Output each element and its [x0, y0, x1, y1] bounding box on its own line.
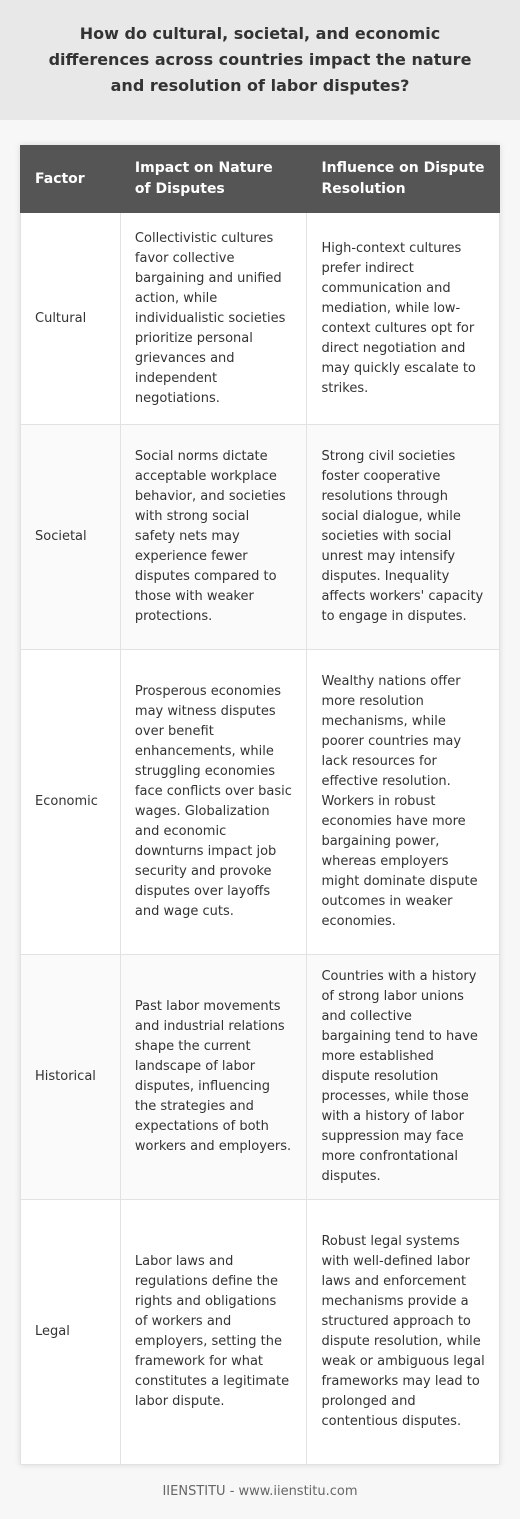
page-title: How do cultural, societal, and economic differences across countries impact the nature and resolution of labor disputes? [48, 24, 472, 95]
resolution-cell: High-context cultures prefer indirect communication and mediation, while low-context cultures opt for direct negotiation and may quickly escalate to strikes. [307, 213, 500, 425]
table-row [21, 650, 500, 955]
factor-cell: Legal [21, 1200, 121, 1465]
title-banner [0, 0, 520, 120]
header-factor: Factor [21, 146, 121, 213]
factor-cell: Societal [21, 425, 121, 650]
table-header-row [21, 146, 500, 213]
header-resolution: Influence on Dispute Resolution [307, 146, 500, 213]
header-nature: Impact on Nature of Disputes [120, 146, 307, 213]
nature-cell: Past labor movements and industrial relations shape the current landscape of labor disputes, influencing the strategies and expectations of both workers and employers. [120, 955, 307, 1200]
resolution-cell: Countries with a history of strong labor unions and collective bargaining tend to have more established dispute resolution processes, while those with a history of labor suppression may face more confrontational disputes. [307, 955, 500, 1200]
resolution-cell: Wealthy nations offer more resolution mechanisms, while poorer countries may lack resources for effective resolution. Workers in robust economies have more bargaining power, whereas employers might dominate dispute outcomes in weaker economies. [307, 650, 500, 955]
factors-table [20, 145, 500, 1465]
factor-cell: Cultural [21, 213, 121, 425]
factor-cell: Economic [21, 650, 121, 955]
nature-cell: Social norms dictate acceptable workplace behavior, and societies with strong social safety nets may experience fewer disputes compared to those with weaker protections. [120, 425, 307, 650]
table-row [21, 1200, 500, 1465]
footer-credit: IIENSTITU - www.iienstitu.com [162, 1484, 358, 1499]
resolution-cell: Robust legal systems with well-defined labor laws and enforcement mechanisms provide a structured approach to dispute resolution, while weak or ambiguous legal frameworks may lead to prolonged and contentious disputes. [307, 1200, 500, 1465]
table-row [21, 425, 500, 650]
resolution-cell: Strong civil societies foster cooperative resolutions through social dialogue, while societies with social unrest may intensify disputes. Inequality affects workers' capacity to engage in disputes. [307, 425, 500, 650]
nature-cell: Labor laws and regulations define the rights and obligations of workers and employers, setting the framework for what constitutes a legitimate labor dispute. [120, 1200, 307, 1465]
nature-cell: Prosperous economies may witness disputes over benefit enhancements, while struggling economies face conflicts over basic wages. Globalization and economic downturns impact job security and provoke disputes over layoffs and wage cuts. [120, 650, 307, 955]
table-row [21, 213, 500, 425]
nature-cell: Collectivistic cultures favor collective bargaining and unified action, while individualistic societies prioritize personal grievances and independent negotiations. [120, 213, 307, 425]
table-row [21, 955, 500, 1200]
factor-cell: Historical [21, 955, 121, 1200]
